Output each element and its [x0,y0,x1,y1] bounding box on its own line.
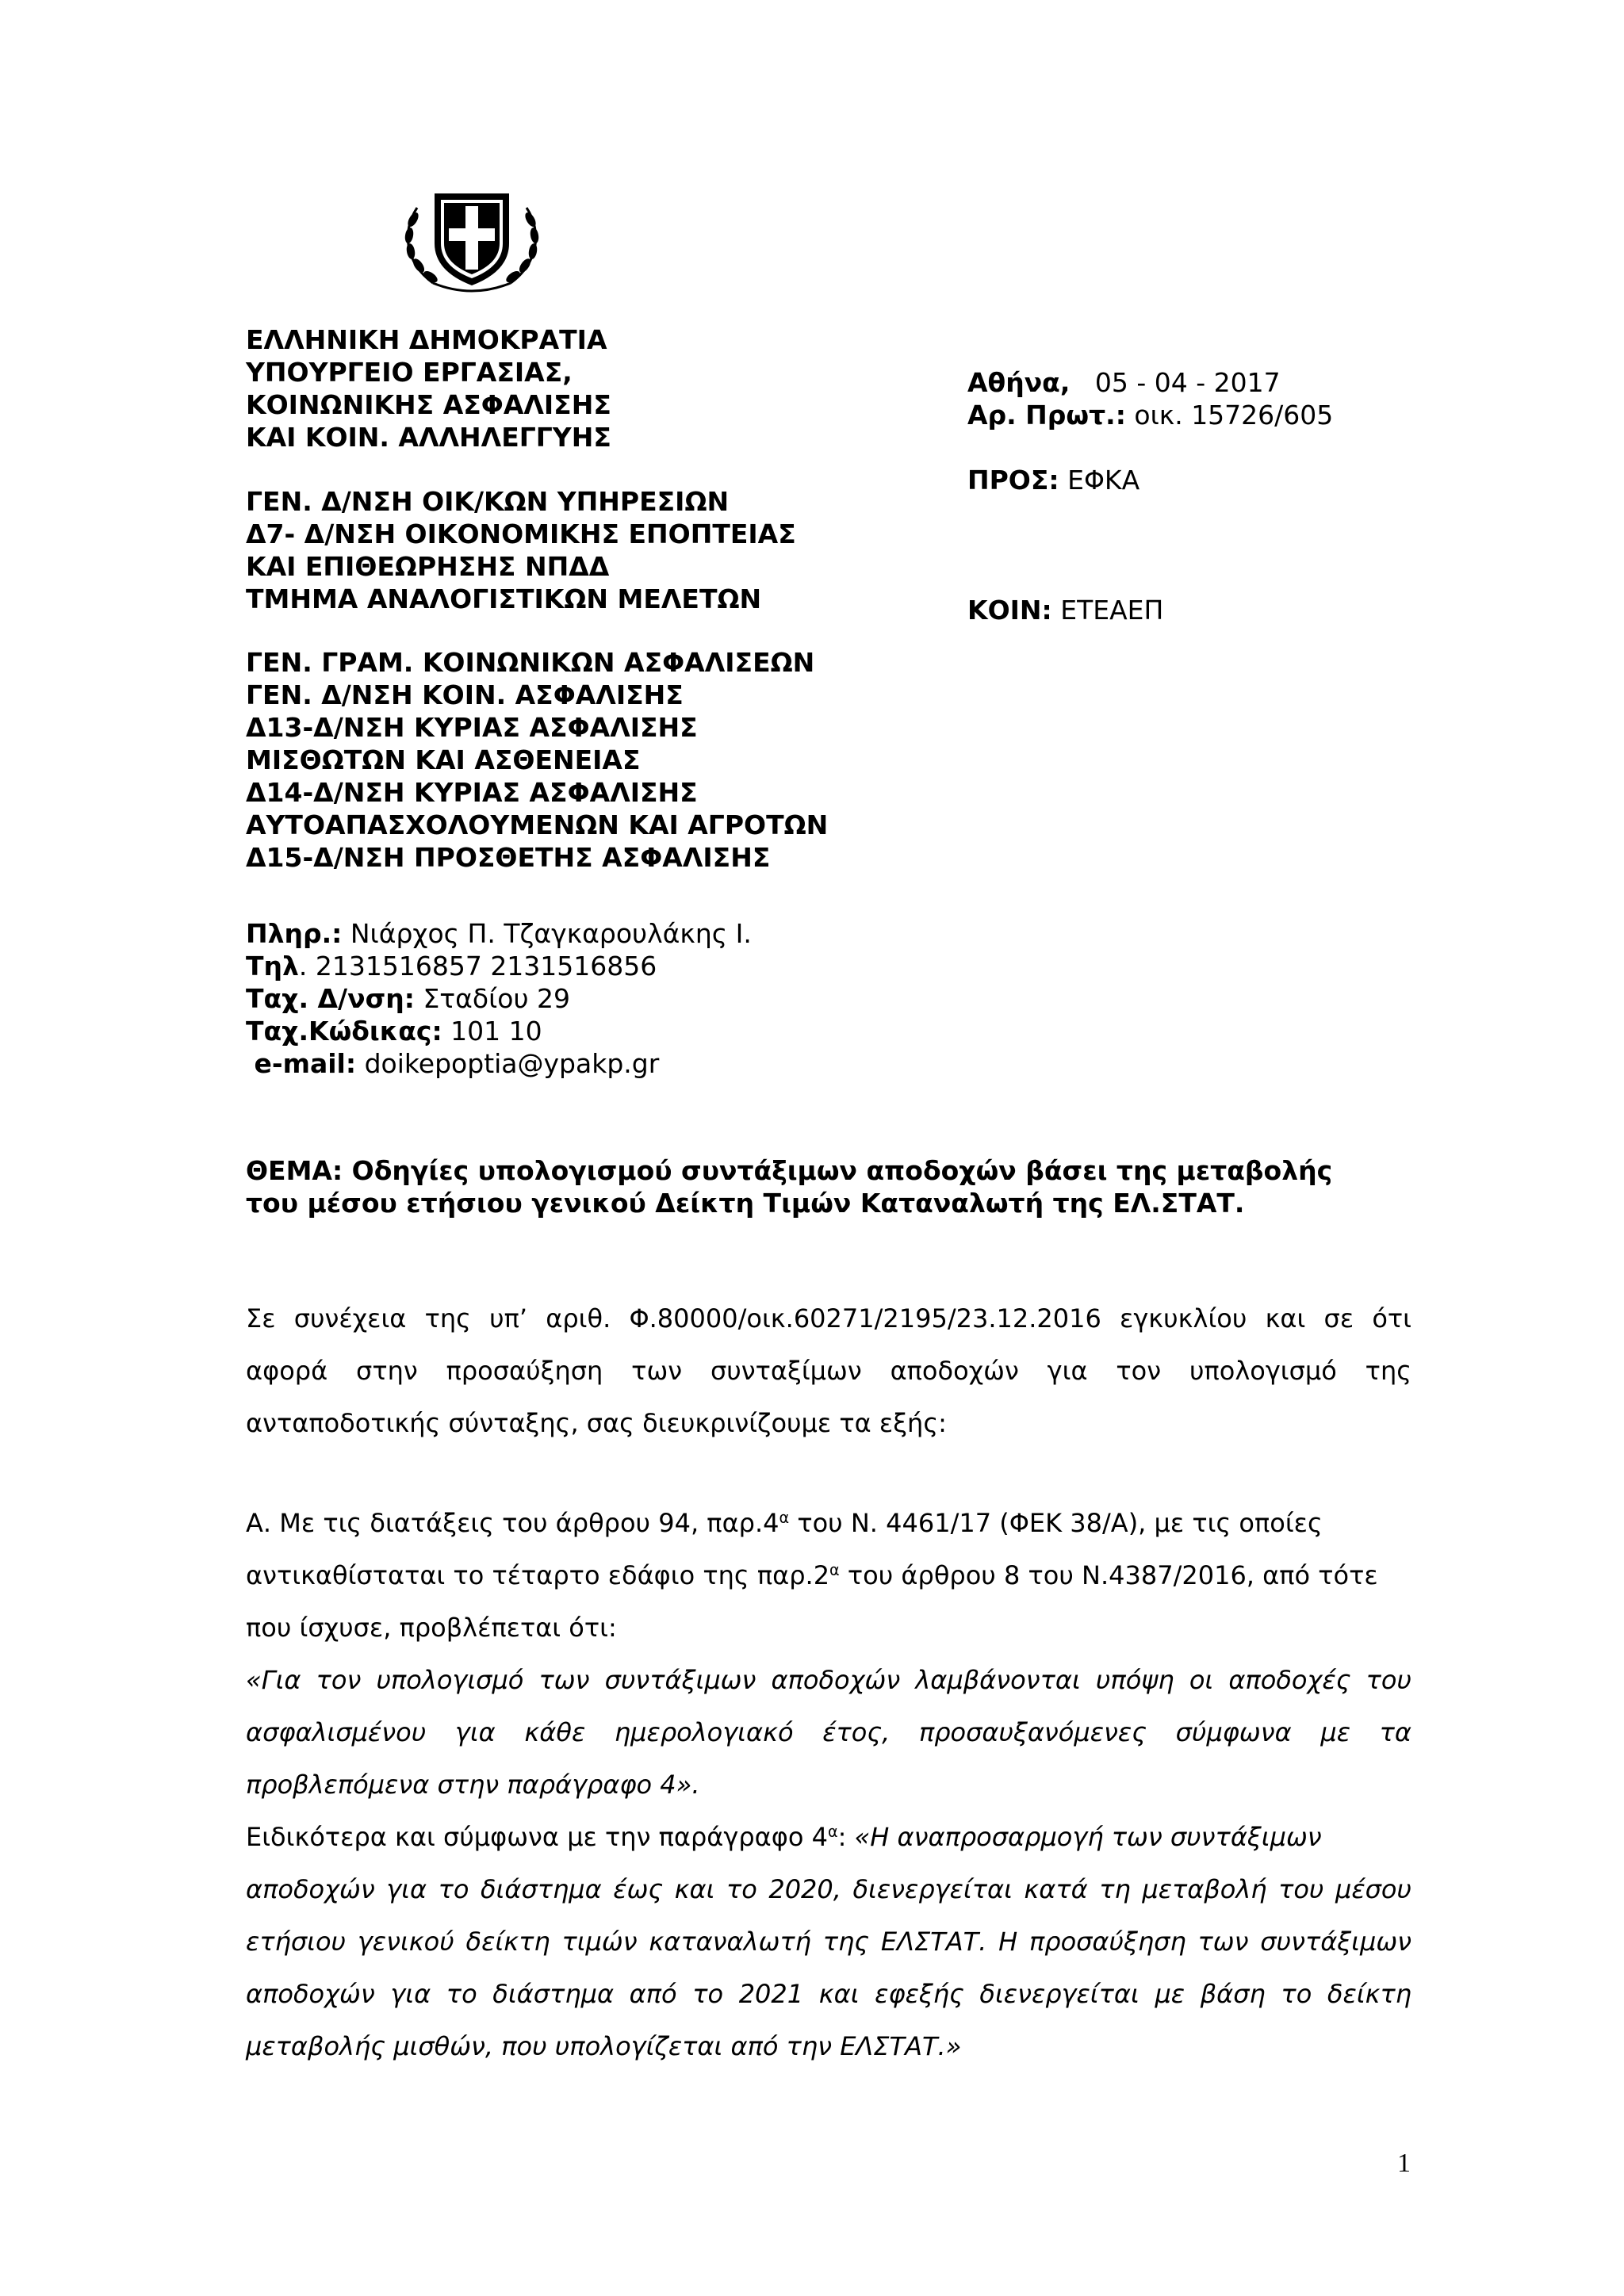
authority-line: ΥΠΟΥΡΓΕΙΟ ΕΡΓΑΣΙΑΣ, [246,357,573,388]
body-line: Ειδικότερα και σύμφωνα με την παράγραφο $4^\alpha$: «Η αναπροσαρμογή των συντάξιμων [246,1822,1322,1852]
body-line: αφορά στην προσαύξηση των συνταξίμων αποδοχών για τον υπολογισμό της [246,1356,1411,1386]
contact-info-block [246,917,959,1080]
contact-address: Ταχ. Δ/νση: Σταδίου 29 [246,983,571,1014]
contact-email: e-mail: doikepoptia@ypakp.gr [254,1048,660,1079]
document-meta-block [967,366,1522,626]
body-line: που ίσχυσε, προβλέπεται ότι: [246,1613,617,1643]
recipient: ΠΡΟΣ: ΕΦΚΑ [967,465,1140,496]
greek-coat-of-arms-emblem [385,184,558,295]
body-line: Σε συνέχεια της υπ’ αριθ. Φ.80000/οικ.60271/2195/23.12.2016 εγκυκλίου και σε ότι [246,1303,1411,1334]
contact-phone: Τηλ. 2131516857 2131516856 [246,951,657,982]
directorate-line: Δ7- Δ/ΝΣΗ ΟΙΚΟΝΟΜΙΚΗΣ ΕΠΟΠΤΕΙΑΣ [246,519,796,549]
secretariat-line: Δ14-Δ/ΝΣΗ ΚΥΡΙΑΣ ΑΣΦΑΛΙΣΗΣ [246,777,698,808]
authority-line: ΕΛΛΗΝΙΚΗ ΔΗΜΟΚΡΑΤΙΑ [246,324,607,355]
quoted-line: μεταβολής μισθών, που υπολογίζεται από την ΕΛΣΤΑΤ.» [246,2031,962,2061]
quoted-line: αποδοχών για το διάστημα από το 2021 και εφεξής διενεργείται με βάση το δείκτη [246,1979,1411,2009]
body-line: αντικαθίσταται το τέταρτο εδάφιο της $\pi\alpha\rho.2^\alpha$ του άρθρου 8 του Ν.4387/2016, από τότε [246,1560,1378,1590]
secretariat-line: ΓΕΝ. ΓΡΑΜ. ΚΟΙΝΩΝΙΚΩΝ ΑΣΦΑΛΙΣΕΩΝ [246,647,815,678]
quoted-line: «Για τον υπολογισμό των συντάξιμων αποδοχών λαμβάνονται υπόψη οι αποδοχές του [246,1665,1411,1695]
contact-person: Πληρ.: Νιάρχος Π. Τζαγκαρουλάκης Ι. [246,918,752,949]
subject-line: ΘΕΜΑ: Οδηγίες υπολογισμού συντάξιμων αποδοχών βάσει της μεταβολής [246,1155,1333,1186]
authority-line: ΚΑΙ ΚΟΙΝ. ΑΛΛΗΛΕΓΓΥΗΣ [246,422,611,453]
quoted-line: αποδοχών για το διάστημα έως και το 2020, διενεργείται κατά τη μεταβολή του μέσου [246,1874,1411,1904]
directorate-line: ΚΑΙ ΕΠΙΘΕΩΡΗΣΗΣ ΝΠΔΔ [246,551,610,582]
secretariat-line: Δ15-Δ/ΝΣΗ ΠΡΟΣΘΕΤΗΣ ΑΣΦΑΛΙΣΗΣ [246,842,771,873]
quoted-line: ετήσιου γενικού δείκτη τιμών καταναλωτή της ΕΛΣΤΑΤ. Η προσαύξηση των συντάξιμων [246,1927,1411,1957]
provisions-paragraph [246,1497,1411,2072]
directorate-line: ΓΕΝ. Δ/ΝΣΗ ΟΙΚ/ΚΩΝ ΥΠΗΡΕΣΙΩΝ [246,486,730,517]
document-date: Αθήνα, 05 - 04 - 2017 [967,367,1281,398]
secretariat-line: ΓΕΝ. Δ/ΝΣΗ ΚΟΙΝ. ΑΣΦΑΛΙΣΗΣ [246,679,684,710]
carbon-copy: ΚΟΙΝ: ΕΤΕΑΕΠ [967,595,1164,626]
issuing-authority-block [246,323,959,874]
secretariat-line: Δ13-Δ/ΝΣΗ ΚΥΡΙΑΣ ΑΣΦΑΛΙΣΗΣ [246,712,698,743]
contact-postcode: Ταχ.Κώδικας: 101 10 [246,1016,542,1047]
secretariat-line: ΑΥΤΟΑΠΑΣΧΟΛΟΥΜΕΝΩΝ ΚΑΙ ΑΓΡΟΤΩΝ [246,809,829,840]
page-number: 1 [1397,2149,1411,2178]
secretariat-line: ΜΙΣΘΩΤΩΝ ΚΑΙ ΑΣΘΕΝΕΙΑΣ [246,744,641,775]
quoted-line: προβλεπόμενα στην παράγραφο 4». [246,1770,700,1800]
intro-paragraph [246,1292,1411,1449]
body-line: ανταποδοτικής σύνταξης, σας διευκρινίζουμε τα εξής: [246,1408,947,1438]
subject-block [246,1154,1411,1219]
quoted-line: ασφαλισμένου για κάθε ημερολογιακό έτος, προσαυξανόμενες σύμφωνα με τα [246,1717,1411,1747]
authority-line: ΚΟΙΝΩΝΙΚΗΣ ΑΣΦΑΛΙΣΗΣ [246,389,611,420]
directorate-line: ΤΜΗΜΑ ΑΝΑΛΟΓΙΣΤΙΚΩΝ ΜΕΛΕΤΩΝ [246,584,762,614]
protocol-number: Αρ. Πρωτ.: οικ. 15726/605 [967,400,1334,430]
body-line: Α. Με τις διατάξεις του άρθρου 94, $\pi\alpha\rho.4^\alpha$ του Ν. 4461/17 (ΦΕΚ 38/Α), με τις οποίες [246,1508,1323,1538]
subject-line: του μέσου ετήσιου γενικού Δείκτη Τιμών Καταναλωτή της ΕΛ.ΣΤΑΤ. [246,1188,1245,1219]
